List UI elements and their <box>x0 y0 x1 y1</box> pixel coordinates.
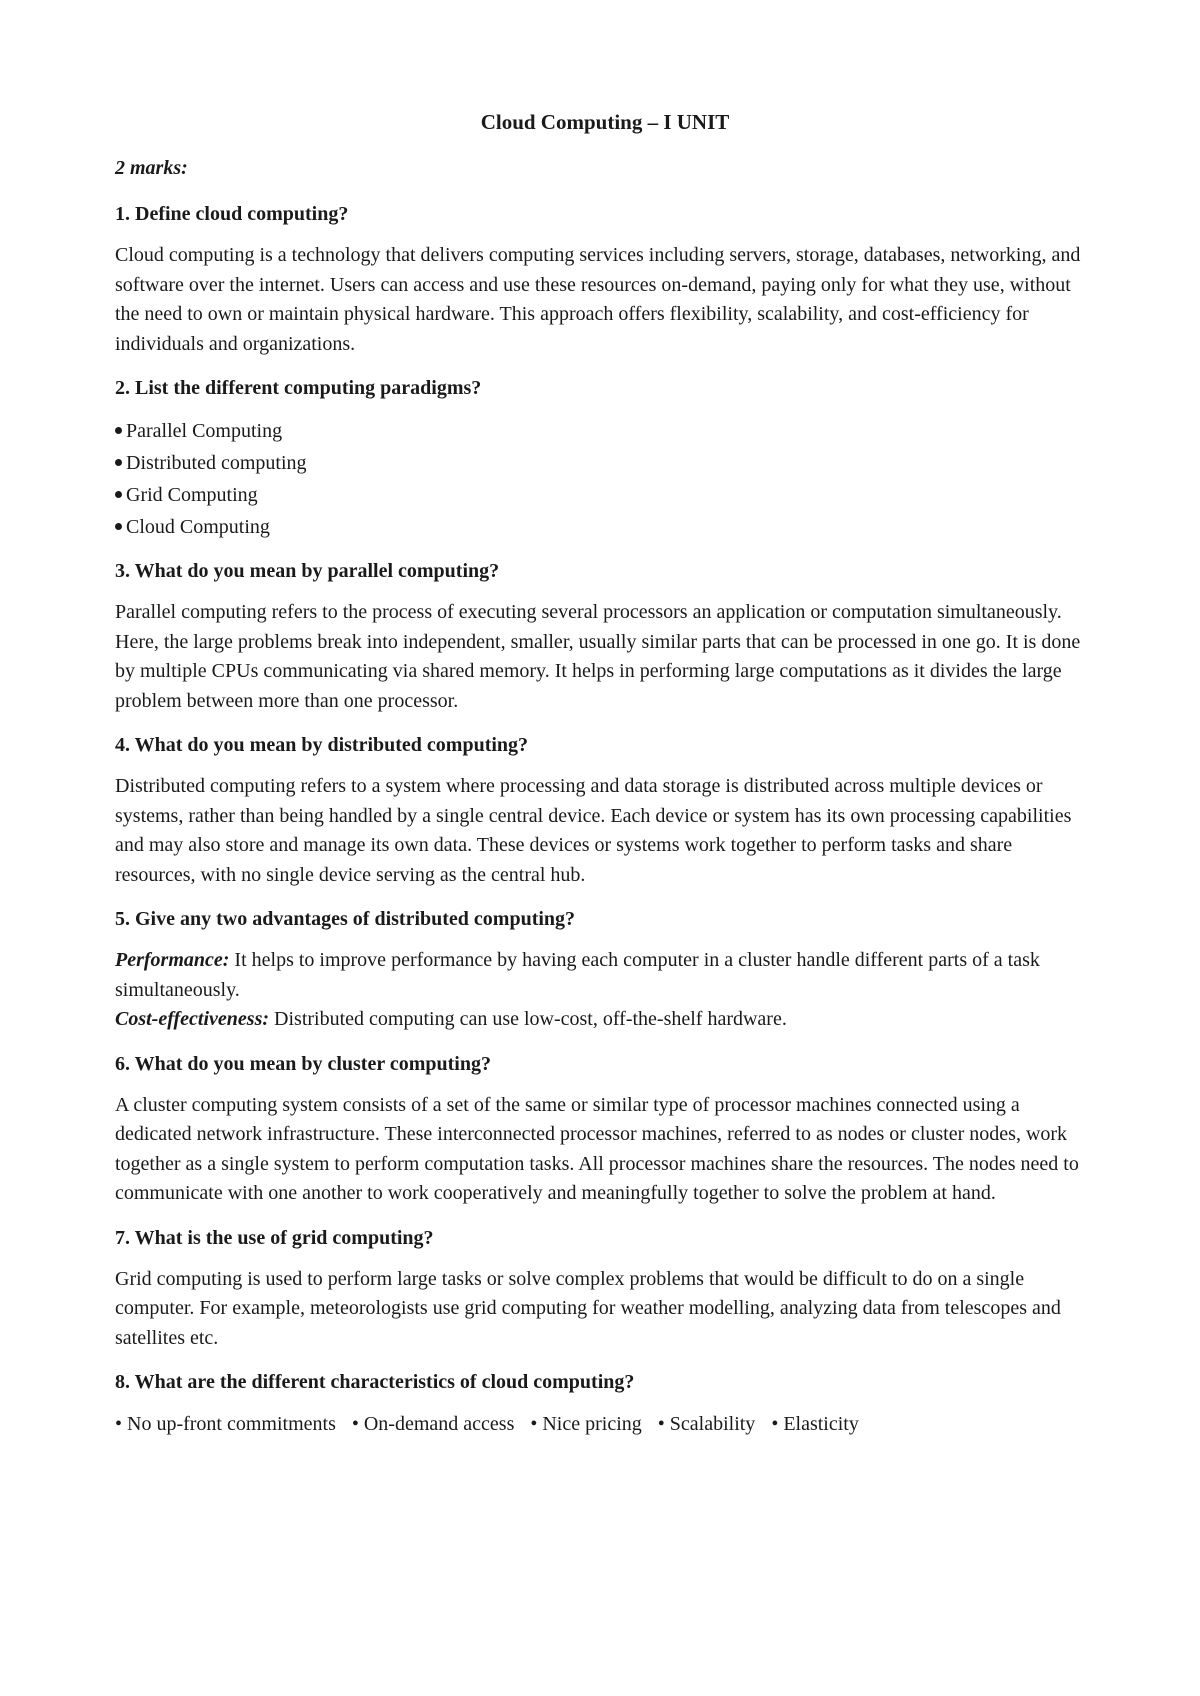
question-1: 1. Define cloud computing? <box>115 203 349 225</box>
advantage-cost: Cost-effectiveness: Distributed computing can use low-cost, off-the-shelf hardware. <box>115 1008 787 1030</box>
answer-6: A cluster computing system consists of a set of the same or similar type of processor machines connected using a dedicated network infrastructure. These interconnected processor machines, referred to as nodes or cluster nodes, work together as a single system to perform computation tasks. All processor machines share the resources. The nodes need to communicate with one another to work cooperatively and meaningfully together to solve the problem at hand. <box>115 1093 1079 1204</box>
bullet-icon <box>115 427 122 434</box>
advantages-block <box>115 946 1095 1035</box>
list-item: • Scalability <box>657 1413 756 1435</box>
paradigm-list <box>115 415 1095 543</box>
question-5: 5. Give any two advantages of distributed computing? <box>115 908 576 930</box>
list-item: • On-demand access <box>351 1413 515 1435</box>
list-item: Cloud Computing <box>115 511 1095 543</box>
answer-3: Parallel computing refers to the process of executing several processors an application or computation simultaneously. Here, the large problems break into independent, smaller, usually similar parts that can be processed in one go. It is done by multiple CPUs communicating via shared memory. It helps in performing large computations as it divides the large problem between more than one processor. <box>115 601 1081 712</box>
list-item: Distributed computing <box>115 447 1095 479</box>
question-6: 6. What do you mean by cluster computing? <box>115 1052 491 1075</box>
list-item: • Nice pricing <box>530 1413 642 1435</box>
list-item: Parallel Computing <box>115 415 1095 447</box>
advantage-performance: Performance: It helps to improve performance by having each computer in a cluster handle different parts of a task simultaneously. <box>115 949 1040 1001</box>
marks-heading: 2 marks: <box>115 157 188 179</box>
answer-1: Cloud computing is a technology that delivers computing services including servers, storage, databases, networking, and software over the internet. Users can access and use these resources on-demand, paying only for what they use, without the need to own or maintain physical hardware. This approach offers flexibility, scalability, and cost-efficiency for individuals and organizations. <box>115 244 1081 355</box>
question-3: 3. What do you mean by parallel computing? <box>115 560 500 582</box>
list-item: Grid Computing <box>115 479 1095 511</box>
question-8: 8. What are the different characteristics of cloud computing? <box>115 1371 635 1393</box>
bullet-icon <box>115 523 122 530</box>
bullet-icon <box>115 459 122 466</box>
document-title: Cloud Computing – I UNIT <box>480 110 730 134</box>
answer-7: Grid computing is used to perform large tasks or solve complex problems that would be difficult to do on a single computer. For example, meteorologists use grid computing for weather modelling, analyzing data from telescopes and satellites etc. <box>115 1267 1061 1349</box>
question-4: 4. What do you mean by distributed computing? <box>115 734 529 756</box>
list-item: • Elasticity <box>771 1413 859 1435</box>
question-2: 2. List the different computing paradigms? <box>115 377 482 399</box>
document-page <box>115 108 1095 1439</box>
bullet-icon <box>115 491 122 498</box>
list-item: • No up-front commitments <box>115 1413 336 1435</box>
question-7: 7. What is the use of grid computing? <box>115 1226 434 1249</box>
answer-4: Distributed computing refers to a system where processing and data storage is distributed across multiple devices or systems, rather than being handled by a single central device. Each device or system has its own processing capabilities and may also store and manage its own data. These devices or systems work together to perform tasks and share resources, with no single device serving as the central hub. <box>115 775 1072 886</box>
characteristics-list <box>115 1409 1095 1439</box>
